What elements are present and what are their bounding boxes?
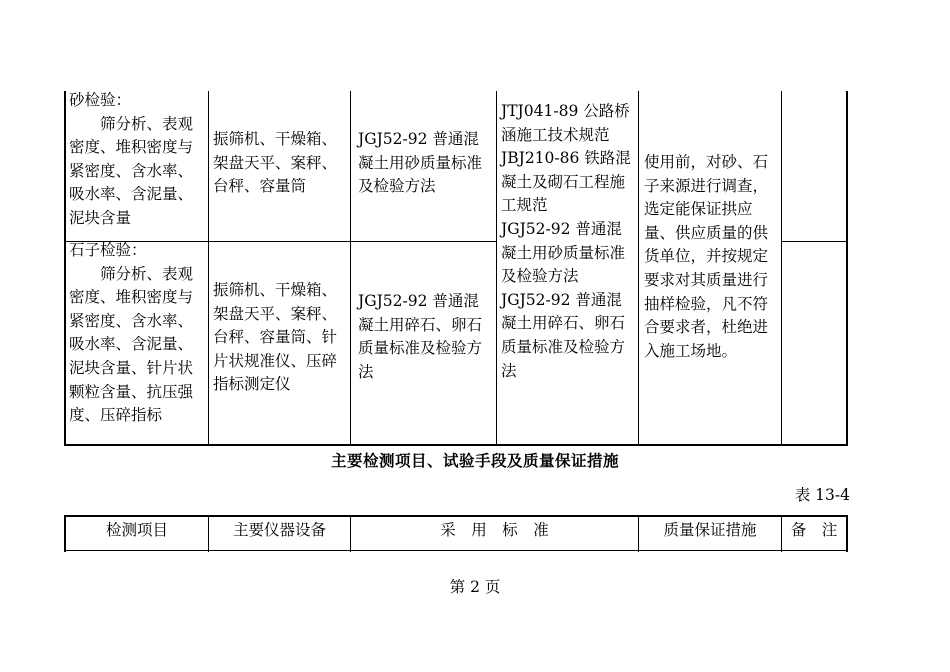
stone-test-text: 筛分析、表观密度、堆积密度与紧密度、含水率、吸水率、含泥量、泥块含量、针片状颗粒含量、抗压强度、压碎指标 [69,264,194,425]
standard-item: JGJ52-92 普通混凝土用砂质量标准及检验方法 [501,219,626,286]
table-header-divider [64,550,848,551]
page-number: 第 2 页 [449,578,501,596]
table-border-right [846,91,848,446]
stone-test-equipment: 振筛机、干燥箱、架盘天平、案秤、台秤、容量筒、针片状规准仪、压碎指标测定仪 [213,281,338,394]
stone-test-title: 石子检验： [69,241,147,259]
table-border-right [846,515,848,552]
standard-item: JTJ041-89 公路桥涵施工技术规范 [501,102,630,144]
header-equipment: 主要仪器设备 [232,521,326,539]
column-divider [781,91,782,446]
quality-measure: 使用前，对砂、石子来源进行调查，选定能保证拱应量、供应质量的供货单位，并按规定要求对其质量进行抽样检验，凡不符合要求者，杜绝进入施工场地。 [644,153,769,360]
standard-item: JGJ52-92 普通混凝土用碎石、卵石质量标准及检验方法 [501,290,626,380]
sand-test-text: 筛分析、表观密度、堆积密度与紧密度、含水率、吸水率、含泥量、泥块含量 [69,114,194,227]
stone-test-standard: JGJ52-92 普通混凝土用碎石、卵石质量标准及检验方法 [358,292,483,381]
row-divider [781,241,847,242]
column-divider [350,91,351,446]
sand-test-item [69,89,205,231]
column-divider [638,91,639,446]
column-divider [208,91,209,446]
stone-test-item [69,239,205,428]
table-number: 表 13-4 [794,486,850,504]
table-border-top [64,515,848,517]
column-divider [496,91,497,446]
sand-test-title: 砂检验： [69,91,132,109]
sand-test-standard: JGJ52-92 普通混凝土用砂质量标准及检验方法 [358,130,483,196]
table-border-bottom [64,444,848,446]
header-test-item: 检测项目 [105,521,168,539]
header-standard: 采 用 标 准 [440,521,549,539]
standard-item: JBJ210-86 铁路混凝土及砌石工程施工规范 [501,149,631,215]
sand-test-equipment: 振筛机、干燥箱、架盘天平、案秤、台秤、容量筒 [213,130,338,196]
table-caption: 主要检测项目、试验手段及质量保证措施 [330,451,619,470]
table-border-left [64,91,66,446]
merged-standards [501,100,635,383]
header-remarks: 备 注 [790,521,838,539]
header-quality-measure: 质量保证措施 [663,521,757,539]
